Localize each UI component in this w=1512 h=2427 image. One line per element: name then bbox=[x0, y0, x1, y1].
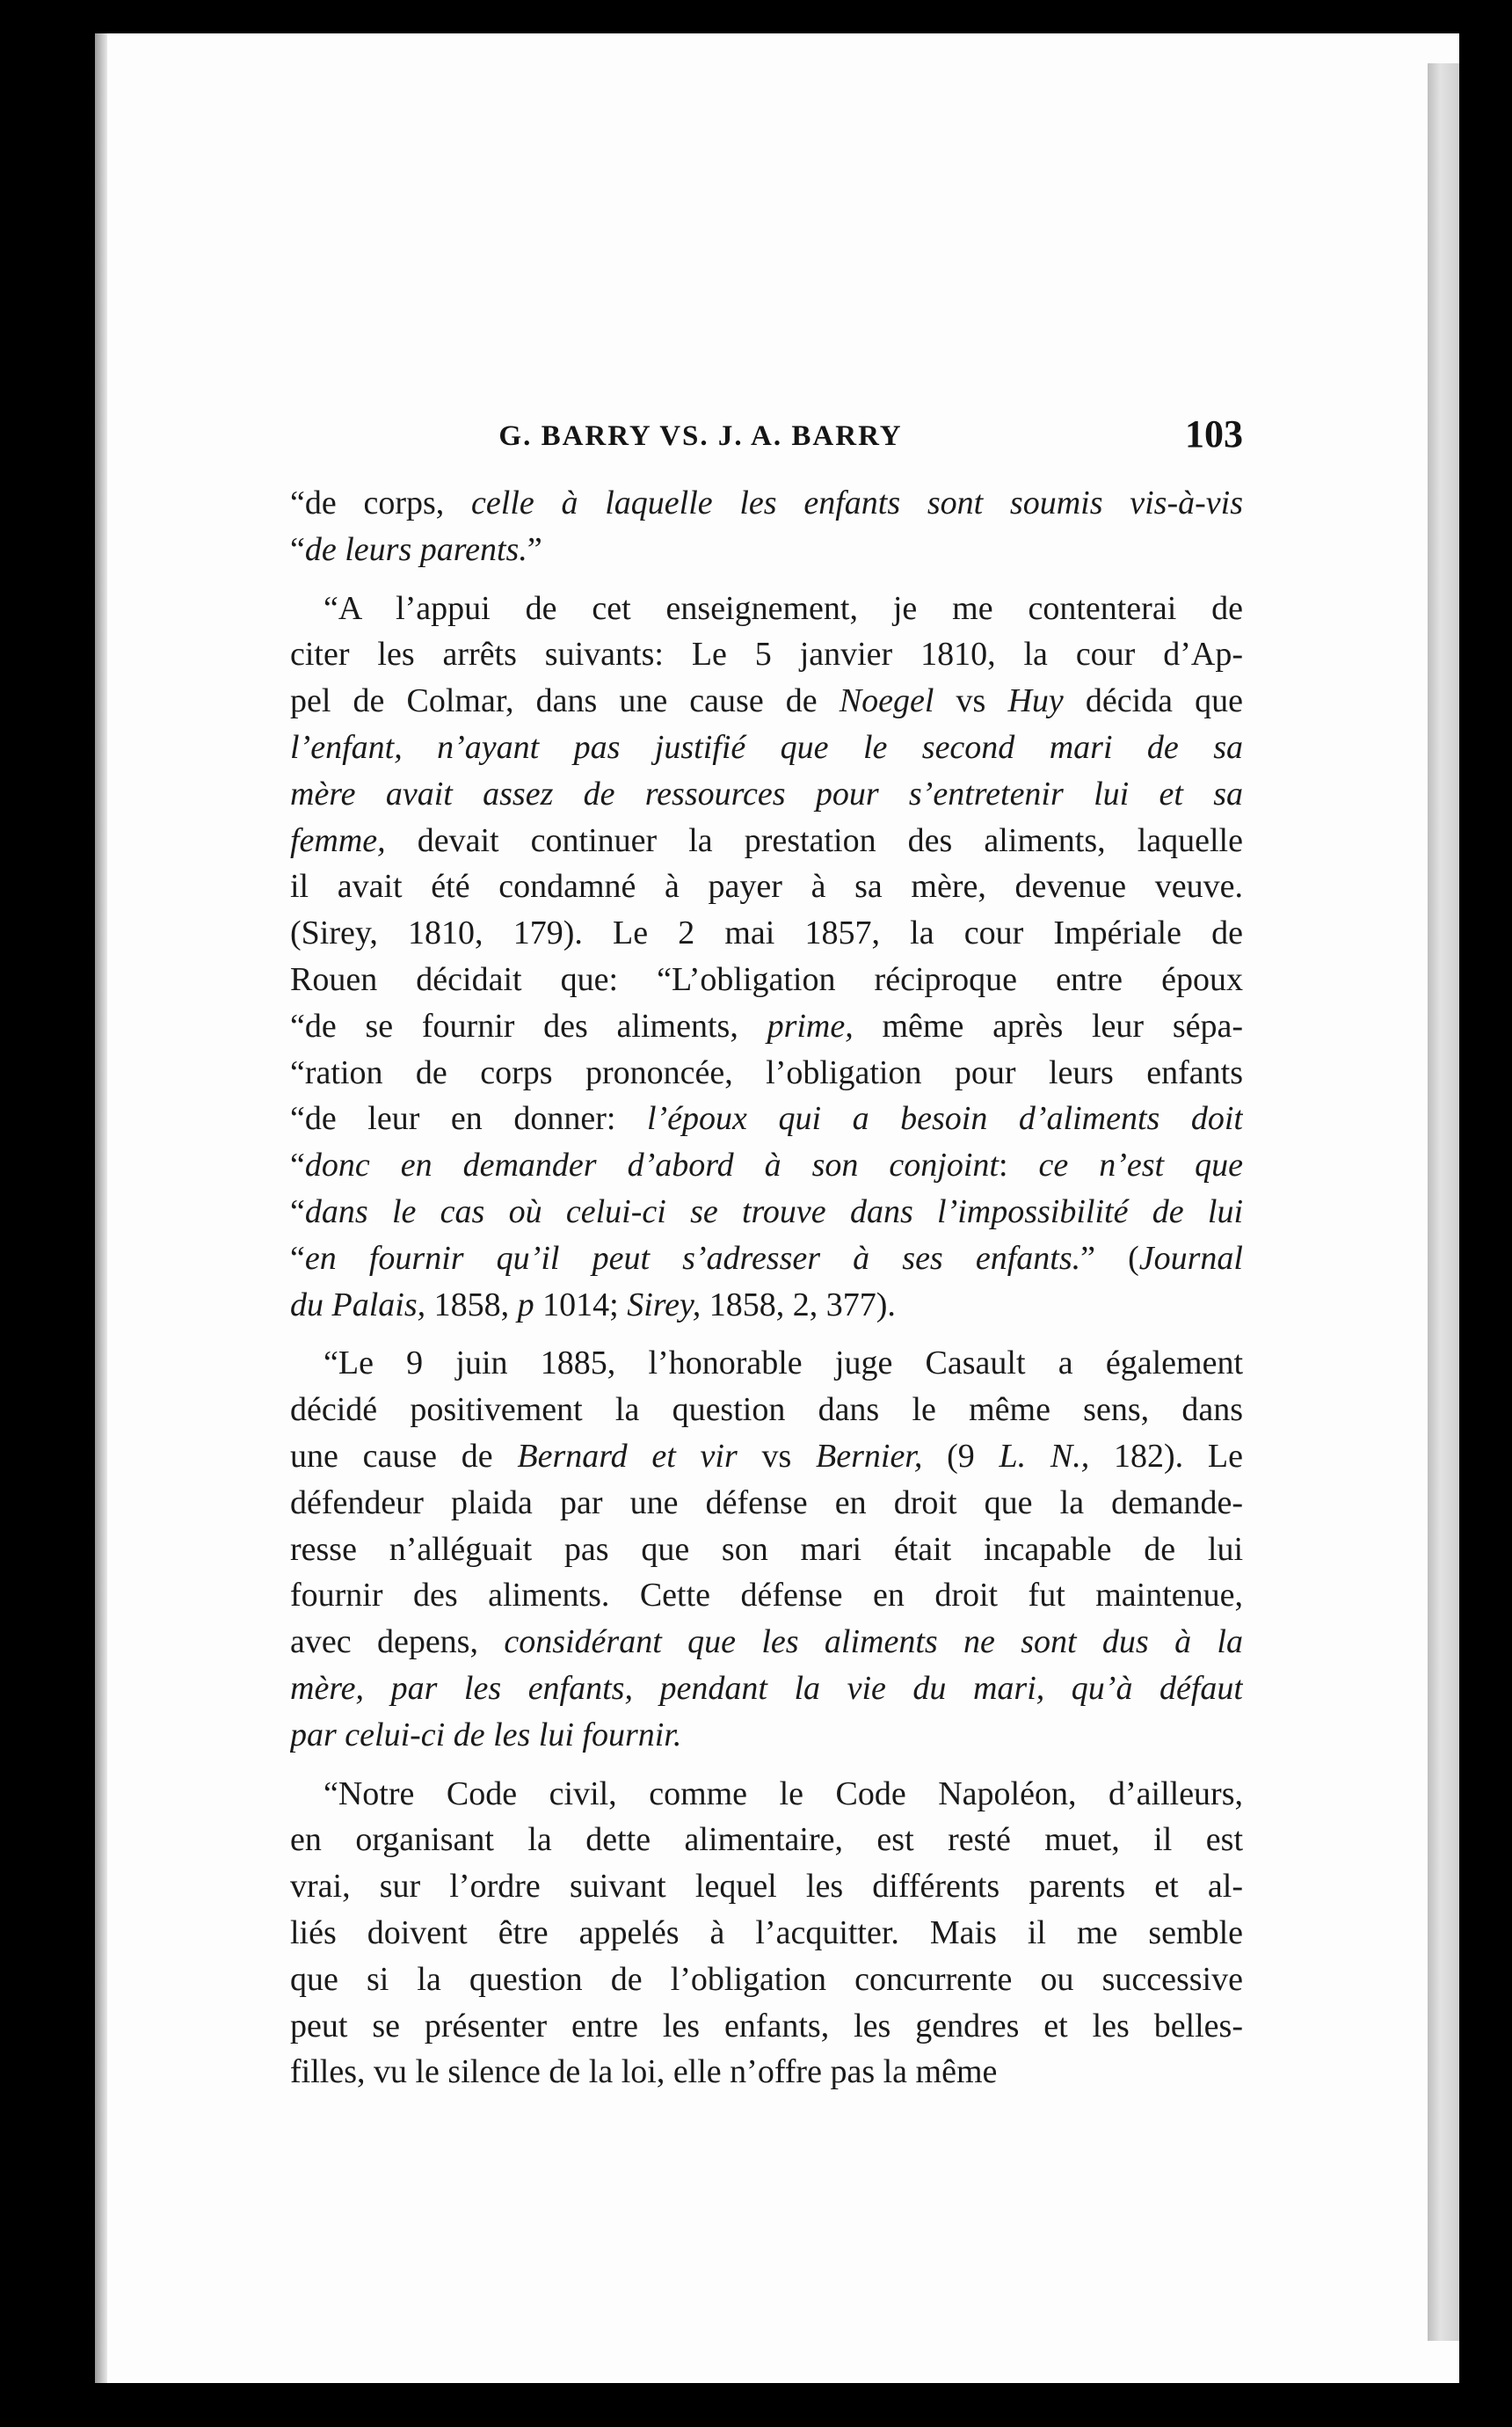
paragraph bbox=[290, 1771, 1243, 2096]
text-run: que si la question de l’obligation concurrente ou successive bbox=[290, 1960, 1243, 1998]
text-run: une cause de bbox=[290, 1437, 518, 1475]
text-line bbox=[290, 586, 1243, 632]
paragraph bbox=[290, 480, 1243, 573]
text-run: 1858, bbox=[425, 1286, 518, 1323]
text-line bbox=[290, 1527, 1243, 1573]
text-run: peut se présenter entre les enfants, les gendres et les belles- bbox=[290, 2007, 1243, 2044]
text-run: “ bbox=[290, 1147, 305, 1184]
text-run: “Le 9 juin 1885, l’honorable juge Casault a également bbox=[323, 1345, 1243, 1382]
text-run: avec depens, bbox=[290, 1623, 505, 1661]
paragraph bbox=[290, 586, 1243, 1329]
text-run: 1858, 2, 377). bbox=[701, 1286, 896, 1323]
italic-text: considérant que les aliments ne sont dus à la bbox=[504, 1623, 1243, 1661]
italic-text: ce n’est que bbox=[1038, 1147, 1243, 1184]
italic-text: mère, par les enfants, pendant la vie du mari, qu’à défaut bbox=[290, 1669, 1243, 1707]
text-line bbox=[290, 1235, 1243, 1282]
italic-text: p bbox=[517, 1286, 534, 1323]
text-run: décida que bbox=[1063, 682, 1243, 720]
text-run: Rouen décidait que: “L’obligation réciproque entre époux bbox=[290, 960, 1243, 998]
text-run: 182). Le bbox=[1089, 1437, 1243, 1475]
italic-text: Bernard et vir bbox=[517, 1437, 738, 1475]
italic-text: de leurs parents. bbox=[304, 530, 527, 568]
text-run: vs bbox=[737, 1437, 817, 1475]
italic-text: l’époux qui a besoin d’aliments doit bbox=[646, 1100, 1243, 1138]
text-run: liés doivent être appelés à l’acquitter. Mais il me semble bbox=[290, 1913, 1243, 1951]
text-line bbox=[290, 957, 1243, 1003]
text-run: ” ( bbox=[1080, 1239, 1139, 1277]
text-line bbox=[290, 2003, 1243, 2050]
paragraph bbox=[290, 1340, 1243, 1758]
italic-text: femme, bbox=[290, 821, 386, 859]
text-run: (Sirey, 1810, 179). Le 2 mai 1857, la cour Impériale de bbox=[290, 915, 1243, 952]
text-line bbox=[290, 1387, 1243, 1433]
text-run: “ bbox=[290, 1192, 305, 1230]
text-run: citer les arrêts suivants: Le 5 janvier 1810, la cour d’Ap- bbox=[290, 636, 1243, 674]
text-run: : bbox=[998, 1147, 1039, 1184]
text-line bbox=[290, 1712, 1243, 1759]
text-line bbox=[290, 1050, 1243, 1097]
text-run: il avait été condamné à payer à sa mère, devenue veuve. bbox=[290, 868, 1243, 906]
italic-text: du Palais, bbox=[290, 1286, 426, 1323]
text-line bbox=[290, 1910, 1243, 1957]
text-line bbox=[290, 1771, 1243, 1818]
running-head bbox=[290, 412, 1243, 464]
text-run: “ bbox=[290, 1239, 305, 1277]
text-line bbox=[290, 678, 1243, 725]
italic-text: donc en demander d’abord à son conjoint bbox=[304, 1147, 999, 1184]
italic-text: L. N., bbox=[999, 1437, 1090, 1475]
text-line bbox=[290, 1572, 1243, 1619]
italic-text: Huy bbox=[1007, 682, 1064, 720]
text-run: resse n’alléguait pas que son mari était incapable de lui bbox=[290, 1530, 1243, 1568]
text-run: en organisant la dette alimentaire, est resté muet, il est bbox=[290, 1821, 1243, 1859]
text-line bbox=[290, 1189, 1243, 1235]
text-line bbox=[290, 1817, 1243, 1863]
text-line bbox=[290, 1003, 1243, 1050]
text-line bbox=[290, 1142, 1243, 1189]
text-run: “Notre Code civil, comme le Code Napoléon, d’ailleurs, bbox=[323, 1775, 1243, 1812]
text-line bbox=[290, 1480, 1243, 1527]
text-line bbox=[290, 1433, 1243, 1480]
text-line bbox=[290, 631, 1243, 678]
text-line bbox=[290, 818, 1243, 864]
text-line bbox=[290, 527, 1243, 573]
text-run: fournir des aliments. Cette défense en droit fut maintenue, bbox=[290, 1577, 1243, 1614]
text-line bbox=[290, 1340, 1243, 1387]
text-run: même après leur sépa- bbox=[853, 1007, 1243, 1045]
italic-text: Noegel bbox=[839, 682, 934, 720]
running-title: G. BARRY VS. J. A. BARRY bbox=[498, 420, 903, 452]
text-run: “de corps, bbox=[290, 485, 472, 521]
italic-text: celle à laquelle les enfants sont soumis vis-à-vis bbox=[471, 485, 1243, 521]
text-line bbox=[290, 2049, 1243, 2095]
text-line bbox=[290, 480, 1243, 527]
text-run: pel de Colmar, dans une cause de bbox=[290, 682, 840, 720]
text-run: devait continuer la prestation des aliments, laquelle bbox=[385, 821, 1243, 859]
text-line bbox=[290, 1282, 1243, 1329]
text-line bbox=[290, 1863, 1243, 1910]
text-run: vrai, sur l’ordre suivant lequel les différents parents et al- bbox=[290, 1868, 1243, 1906]
text-run: “de se fournir des aliments, bbox=[290, 1007, 767, 1045]
italic-text: Journal bbox=[1138, 1239, 1243, 1277]
text-run: “ration de corps prononcée, l’obligation pour leurs enfants bbox=[290, 1053, 1243, 1091]
text-run: “A l’appui de cet enseignement, je me contenterai de bbox=[323, 589, 1243, 627]
text-run: filles, vu le silence de la loi, elle n’offre pas la même bbox=[290, 2053, 998, 2091]
text-line bbox=[290, 910, 1243, 957]
text-run: “ bbox=[290, 530, 305, 568]
italic-text: mère avait assez de ressources pour s’entretenir lui et sa bbox=[290, 775, 1243, 813]
text-line bbox=[290, 1619, 1243, 1665]
text-run: “de leur en donner: bbox=[290, 1100, 647, 1138]
text-run: défendeur plaida par une défense en droit que la demande- bbox=[290, 1483, 1243, 1521]
italic-text: par celui-ci de les lui fournir. bbox=[290, 1716, 682, 1753]
page-number: 103 bbox=[1185, 412, 1243, 456]
text-run: décidé positivement la question dans le même sens, dans bbox=[290, 1391, 1243, 1429]
text-line bbox=[290, 1096, 1243, 1142]
body-text bbox=[290, 480, 1243, 2095]
page-edge-right bbox=[1428, 63, 1459, 2341]
text-line bbox=[290, 864, 1243, 910]
italic-text: Bernier, bbox=[816, 1437, 923, 1475]
italic-text: dans le cas où celui-ci se trouve dans l’impossibilité de lui bbox=[304, 1192, 1243, 1230]
text-line bbox=[290, 725, 1243, 771]
page-edge-left bbox=[95, 33, 107, 2383]
italic-text: Sirey, bbox=[627, 1286, 701, 1323]
text-run: vs bbox=[934, 682, 1008, 720]
italic-text: en fournir qu’il peut s’adresser à ses enfants. bbox=[304, 1239, 1081, 1277]
book-page bbox=[95, 33, 1459, 2383]
italic-text: l’enfant, n’ayant pas justifié que le second mari de sa bbox=[290, 728, 1243, 766]
text-line bbox=[290, 1957, 1243, 2003]
text-line bbox=[290, 1665, 1243, 1712]
italic-text: prime, bbox=[767, 1007, 854, 1045]
text-run: (9 bbox=[922, 1437, 1000, 1475]
text-run: 1014; bbox=[534, 1286, 628, 1323]
text-run: ” bbox=[527, 530, 542, 568]
text-line bbox=[290, 771, 1243, 818]
